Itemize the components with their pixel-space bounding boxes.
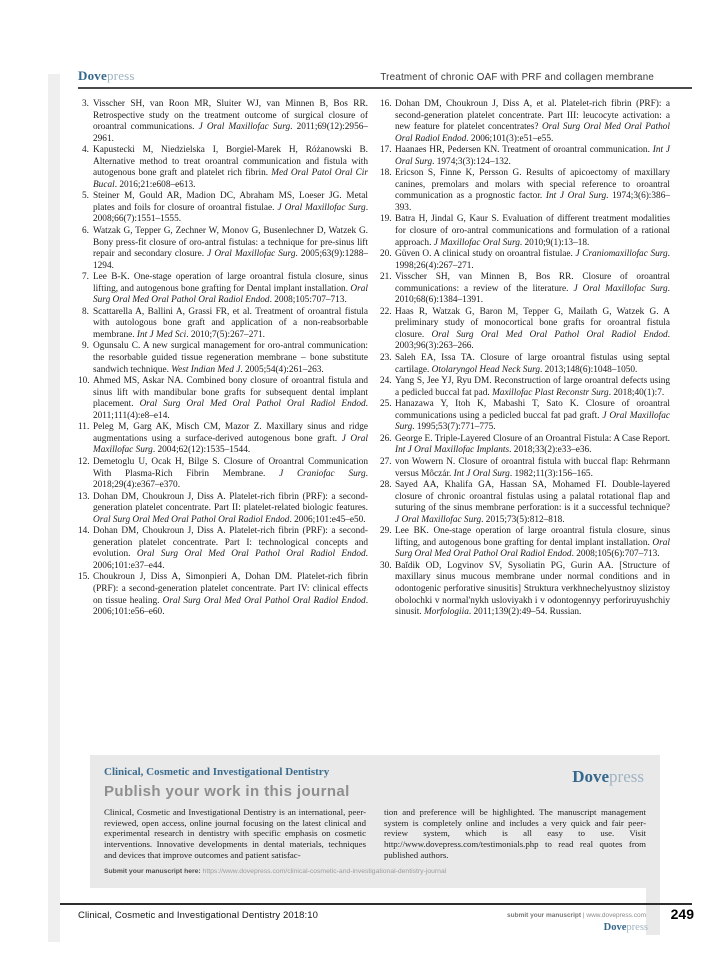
reference-number: 24.: [380, 376, 392, 387]
reference-text: Kapustecki M, Niedzielska I, Borgiel-Marek H, Różanowski B. Alternative method to treat oroantral communication and fistula with autogenous bone graft and platelet rich fibrin. Med Oral Patol Oral Cir Bucal. 2016;21:e608–e613.: [93, 145, 368, 190]
reference-number: 21.: [380, 272, 392, 283]
reference-text: Visscher SH, van Roon MR, Sluiter WJ, van Minnen B, Bos RR. Retrospective study on the treatment outcome of surgical closure of oroantral communications. J Oral Maxillofac Surg. 2011;69(12):2956–2961.: [93, 99, 369, 144]
journal-box-columns: [104, 807, 646, 861]
footer-rule: [60, 903, 692, 905]
logo-press-part: press: [626, 922, 648, 933]
reference-number: 13.: [78, 491, 90, 502]
reference-number: 18.: [380, 168, 392, 179]
reference-text: Dohan DM, Choukroun J, Diss A. Platelet-rich fibrin (PRF): a second-generation platelet concentrate. Part I: technological concepts and evolution. Oral Surg Oral Med Oral Pathol Oral Radiol Endod. 2006;101:e37–e44.: [93, 526, 368, 571]
running-title: Treatment of chronic OAF with PRF and collagen membrane: [380, 72, 654, 83]
reference-text: Haas R, Watzak G, Baron M, Tepper G, Mailath G, Watzek G. A preliminary study of monocortical bone grafts for oroantral fistula closure. Oral Surg Oral Med Oral Pathol Oral Radiol Endod. 2003;96(3):263–266.: [395, 306, 670, 352]
reference-number: 23.: [380, 353, 392, 364]
reference-number: 16.: [380, 99, 392, 109]
reference-text: Dohan DM, Choukroun J, Diss A, et al. Platelet-rich fibrin (PRF): a second-generation platelet concentrate. Part III: leucocyte activation: a new feature for platelet concentrates? Oral Surg Oral Med Oral Pathol Oral Radiol Endod. 2006;101(3):e51–e55.: [395, 99, 671, 144]
reference-number: 29.: [380, 526, 392, 537]
reference-number: 27.: [380, 456, 392, 467]
reference-text: Dohan DM, Choukroun J, Diss A. Platelet-rich fibrin (PRF): a second-generation platelet concentrate. Part II: platelet-related biologic features. Oral Surg Oral Med Oral Pathol Oral Radiol Endod. 2006;101:e45–e50.: [93, 491, 368, 525]
reference-number: 7.: [82, 272, 89, 283]
reference-item: [380, 399, 670, 434]
reference-item: [380, 376, 670, 399]
reference-number: 12.: [78, 456, 90, 467]
reference-item: [78, 376, 368, 422]
publish-heading: Publish your work in this journal: [104, 783, 350, 800]
reference-text: Ahmed MS, Askar NA. Combined bony closure of oroantral fistula and sinus lift with mandibular bone grafts for subsequent dental implant placement. Oral Surg Oral Med Oral Pathol Oral Radiol Endod. 2011;111(4):e8–e14.: [93, 376, 368, 421]
reference-number: 19.: [380, 214, 392, 225]
reference-item: [78, 422, 368, 457]
reference-item: [380, 561, 670, 619]
reference-number: 6.: [82, 226, 89, 237]
reference-text: Haanaes HR, Pedersen KN. Treatment of oroantral communication. Int J Oral Surg. 1974;3(3):124–132.: [395, 145, 671, 167]
reference-item: [78, 99, 368, 145]
reference-item: [380, 145, 670, 168]
reference-number: 28.: [380, 480, 392, 491]
reference-item: [380, 480, 670, 526]
reference-number: 10.: [78, 376, 90, 387]
reference-item: [78, 492, 368, 527]
reference-text: Güven O. A clinical study on oroantral fistulae. J Craniomaxillofac Surg. 1998;26(4):267–271.: [395, 249, 670, 271]
reference-item: [380, 353, 670, 376]
submit-label: Submit your manuscript here:: [104, 867, 201, 875]
logo-press-part: press: [609, 767, 644, 786]
reference-number: 8.: [82, 306, 89, 317]
reference-text: Yang S, Jee YJ, Ryu DM. Reconstruction of large oroantral defects using a pedicled buccal fat pad. Maxillofac Plast Reconstr Surg. 2018;40(1):7.: [395, 376, 670, 398]
reference-item: [78, 457, 368, 492]
submit-url-link[interactable]: https://www.dovepress.com/clinical-cosmetic-and-investigational-dentistry-journal: [202, 867, 447, 875]
reference-text: Steiner M, Gould AR, Madion DC, Abraham MS, Loeser JG. Metal plates and foils for closure of oroantral fistulae. J Oral Maxillofac Surg. 2008;66(7):1551–1555.: [93, 191, 369, 225]
references-column-left: [78, 99, 368, 619]
reference-item: [380, 272, 670, 307]
reference-item: [78, 272, 368, 307]
reference-item: [380, 168, 670, 214]
header-rule: [78, 87, 692, 89]
reference-item: [380, 214, 670, 249]
reference-text: Ericson S, Finne K, Persson G. Results of apicoectomy of maxillary canines, premolars and molars with special reference to oroantral communication as a prognostic factor. Int J Oral Surg. 1974;3(6):386–393.: [395, 168, 670, 213]
reference-text: George E. Triple-Layered Closure of an Oroantral Fistula: A Case Report. Int J Oral Maxillofac Implants. 2018;33(2):e33–e36.: [395, 433, 670, 456]
reference-text: Choukroun J, Diss A, Simonpieri A, Dohan DM. Platelet-rich fibrin (PRF): a second-generation platelet concentrate. Part IV: clinical effects on tissue healing. Oral Surg Oral Med Oral Pathol Oral Radiol Endod. 2006;101:e56–e60.: [93, 572, 369, 618]
reference-item: [78, 341, 368, 376]
reference-text: Ogunsalu C. A new surgical management for oro-antral communication: the resorbable guided tissue regeneration membrane – bone substitute sandwich technique. West Indian Med J. 2005;54(4):261–263.: [93, 341, 368, 375]
reference-text: Saleh EA, Issa TA. Closure of large oroantral fistulas using septal cartilage. Otolaryngol Head Neck Surg. 2013;148(6):1048–1050.: [395, 353, 670, 375]
journal-box-text-left: Clinical, Cosmetic and Investigational Dentistry is an international, peer-reviewed, open access, online journal focusing on the latest clinical and experimental research in dentistry with specific emphasis on cosmetic interventions. Innovative developments in dental materials, techniques and devices that improve outcomes and patient satisfac-: [104, 807, 366, 860]
reference-number: 26.: [380, 433, 392, 444]
logo-dove-part: Dove: [78, 68, 107, 83]
footer-separator: |: [582, 912, 585, 919]
gray-tab-decoration: [646, 888, 660, 935]
footer-journal-issue: Clinical, Cosmetic and Investigational Dentistry 2018:10: [78, 910, 319, 921]
dovepress-logo-box: [572, 767, 644, 787]
reference-item: [78, 145, 368, 191]
reference-text: Demetoglu U, Ocak H, Bilge S. Closure of Oroantral Communication With Plasma-Rich Fibrin Membrane. J Craniofac Surg. 2018;29(4):e367–e370.: [93, 456, 368, 491]
reference-item: [380, 99, 670, 145]
reference-number: 30.: [380, 560, 392, 571]
reference-item: [78, 572, 368, 618]
dovepress-logo-header: [78, 68, 135, 84]
reference-text: Scattarella A, Ballini A, Grassi FR, et al. Treatment of oroantral fistula with autologous bone graft and application of a non-reabsorbable membrane. Int J Med Sci. 2010;7(5):267–271.: [93, 306, 368, 340]
page-number: 249: [670, 906, 694, 922]
left-margin-strip: [48, 74, 60, 942]
footer-website-link[interactable]: www.dovepress.com: [586, 912, 646, 919]
reference-item: [78, 307, 368, 342]
reference-item: [380, 307, 670, 353]
reference-item: [78, 526, 368, 572]
reference-number: 14.: [78, 526, 90, 537]
reference-number: 15.: [78, 572, 90, 583]
reference-number: 22.: [380, 306, 392, 317]
journal-name: Clinical, Cosmetic and Investigational Dentistry: [104, 766, 330, 778]
reference-item: [78, 226, 368, 272]
reference-number: 4.: [82, 145, 89, 156]
reference-text: Watzak G, Tepper G, Zechner W, Monov G, Busenlechner D, Watzek G. Bony press-fit closure of oro-antral fistulas: a technique for pre-sinus lift repair and secondary closure. J Oral Maxillofac Surg. 2005;63(9):1288–1294.: [93, 226, 368, 271]
logo-press-part: press: [106, 68, 135, 83]
reference-item: [380, 526, 670, 561]
logo-dove-part: Dove: [572, 767, 610, 786]
submit-manuscript-line: [104, 868, 646, 875]
reference-number: 9.: [82, 341, 89, 352]
footer-submit-line: [507, 912, 646, 919]
reference-number: 20.: [380, 249, 392, 260]
reference-text: Lee BK. One-stage operation of large oroantral fistula closure, sinus lifting, and autogenous bone grafting for dental implant installation. Oral Surg Oral Med Oral Pathol Oral Radiol Endod. 2008;105(6):707–713.: [395, 526, 670, 560]
footer-submit-label: submit your manuscript: [507, 912, 582, 919]
reference-number: 3.: [82, 99, 89, 109]
reference-number: 25.: [380, 399, 392, 410]
reference-number: 17.: [380, 145, 392, 156]
reference-text: Sayed AA, Khalifa GA, Hassan SA, Mohamed FI. Double-layered closure of chronic oroantral fistulas using a palatal rotational flap and suturing of the sinus membrane perforation: is it a successful technique? J Oral Maxillofac Surg. 2015;73(5):812–818.: [395, 480, 670, 525]
reference-text: von Wowern N. Closure of oroantral fistula with buccal flap: Rehrmann versus Môczár. Int J Oral Surg. 1982;11(3):156–165.: [395, 456, 670, 479]
logo-dove-part: Dove: [603, 922, 627, 933]
reference-text: Batra H, Jindal G, Kaur S. Evaluation of different treatment modalities for closure of oro-antral communications and formulation of a rational approach. J Maxillofac Oral Surg. 2010;9(1):13–18.: [395, 214, 670, 248]
reference-text: Lee B-K. One-stage operation of large oroantral fistula closure, sinus lifting, and autogenous bone grafting for Dental implant installation. Oral Surg Oral Med Oral Pathol Oral Radiol Endod. 2008;105:707–713.: [93, 272, 368, 306]
reference-number: 11.: [78, 422, 90, 433]
references-column-right: [380, 99, 670, 619]
journal-info-box: [90, 755, 660, 888]
journal-box-text-right: tion and preference will be highlighted. The manuscript management system is completely online and includes a very quick and fair peer-review system, which is all easy to use. Visit http://www.dovepress.com/testimonials.php to read real quotes from published authors.: [384, 807, 646, 860]
reference-text: Visscher SH, van Minnen B, Bos RR. Closure of oroantral communications: a review of the literature. J Oral Maxillofac Surg. 2010;68(6):1384–1391.: [395, 272, 670, 306]
reference-item: [380, 434, 670, 457]
reference-text: Hanazawa Y, Itoh K, Mabashi T, Sato K. Closure of oroantral communications using a pedicled buccal fat pad graft. J Oral Maxillofac Surg. 1995;53(7):771–775.: [395, 399, 670, 433]
reference-item: [380, 249, 670, 272]
reference-text: Baĭdik OD, Logvinov SV, Sysoliatin PG, Gurin AA. [Structure of maxillary sinus mucous membrane under normal conditions and in odontogenic perforative sinusitis] Struktura verkhnechelyustnoy slizistoy obolochki v normal'nykh usloviyakh i v odontogennyy perforiruyushchiy sinusit. Morfologiia. 2011;139(2):49–54. Russian.: [395, 560, 670, 618]
reference-text: Peleg M, Garg AK, Misch CM, Mazor Z. Maxillary sinus and ridge augmentations using a surface-derived autogenous bone graft. J Oral Maxillofac Surg. 2004;62(12):1535–1544.: [93, 422, 368, 456]
reference-item: [380, 457, 670, 480]
dovepress-logo-footer: [604, 922, 648, 933]
references-section: [78, 99, 670, 619]
reference-number: 5.: [82, 191, 89, 202]
reference-item: [78, 191, 368, 226]
